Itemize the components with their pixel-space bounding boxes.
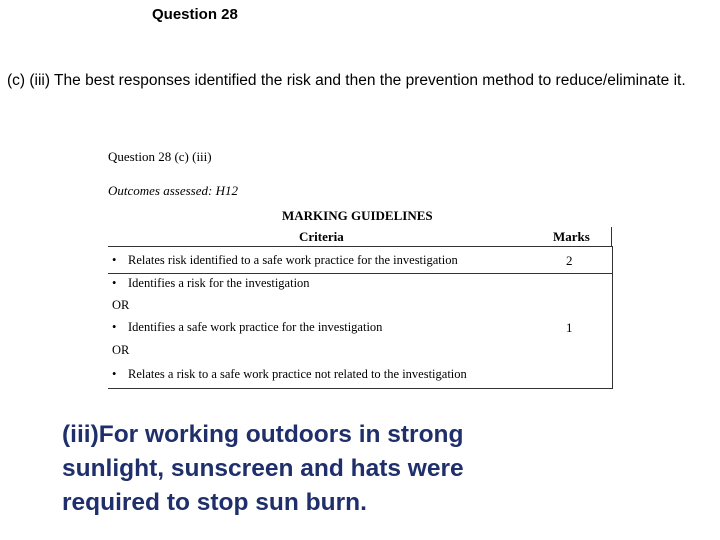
criteria-text: Relates risk identified to a safe work practice for the investigation xyxy=(128,253,458,267)
bullet-icon: • xyxy=(112,276,117,290)
marks-column-header: Marks xyxy=(553,229,590,244)
criteria-text: Relates a risk to a safe work practice not related to the investigation xyxy=(128,367,467,381)
bullet-icon: • xyxy=(112,253,117,267)
criteria-text: Identifies a safe work practice for the investigation xyxy=(128,320,383,334)
marks-row-2: 1 xyxy=(566,320,573,335)
table-edge xyxy=(611,227,612,247)
criteria-row-2-line-3 xyxy=(112,367,467,382)
slide-title: Question 28 xyxy=(152,6,238,23)
criteria-row-1 xyxy=(112,253,458,268)
criteria-or-separator: OR xyxy=(112,298,130,312)
criteria-or-separator: OR xyxy=(112,343,130,357)
marks-row-1: 2 xyxy=(566,253,573,268)
criteria-column-header: Criteria xyxy=(299,229,344,244)
bullet-icon: • xyxy=(112,367,117,381)
intro-text: (c) (iii) The best responses identified the risk and then the prevention method to reduce/eliminate it. xyxy=(7,72,686,89)
bullet-icon: • xyxy=(112,320,117,334)
sample-answer: (iii)For working outdoors in strong sunlight, sunscreen and hats were required to stop sun burn. xyxy=(62,421,464,516)
marking-guidelines-heading: MARKING GUIDELINES xyxy=(282,208,433,223)
criteria-row-2-line-2 xyxy=(112,320,382,335)
question-reference: Question 28 (c) (iii) xyxy=(108,149,212,164)
criteria-row-2-line-1 xyxy=(112,276,310,291)
row-divider xyxy=(108,273,613,274)
outcomes-assessed: Outcomes assessed: H12 xyxy=(108,183,238,198)
criteria-text: Identifies a risk for the investigation xyxy=(128,276,310,290)
